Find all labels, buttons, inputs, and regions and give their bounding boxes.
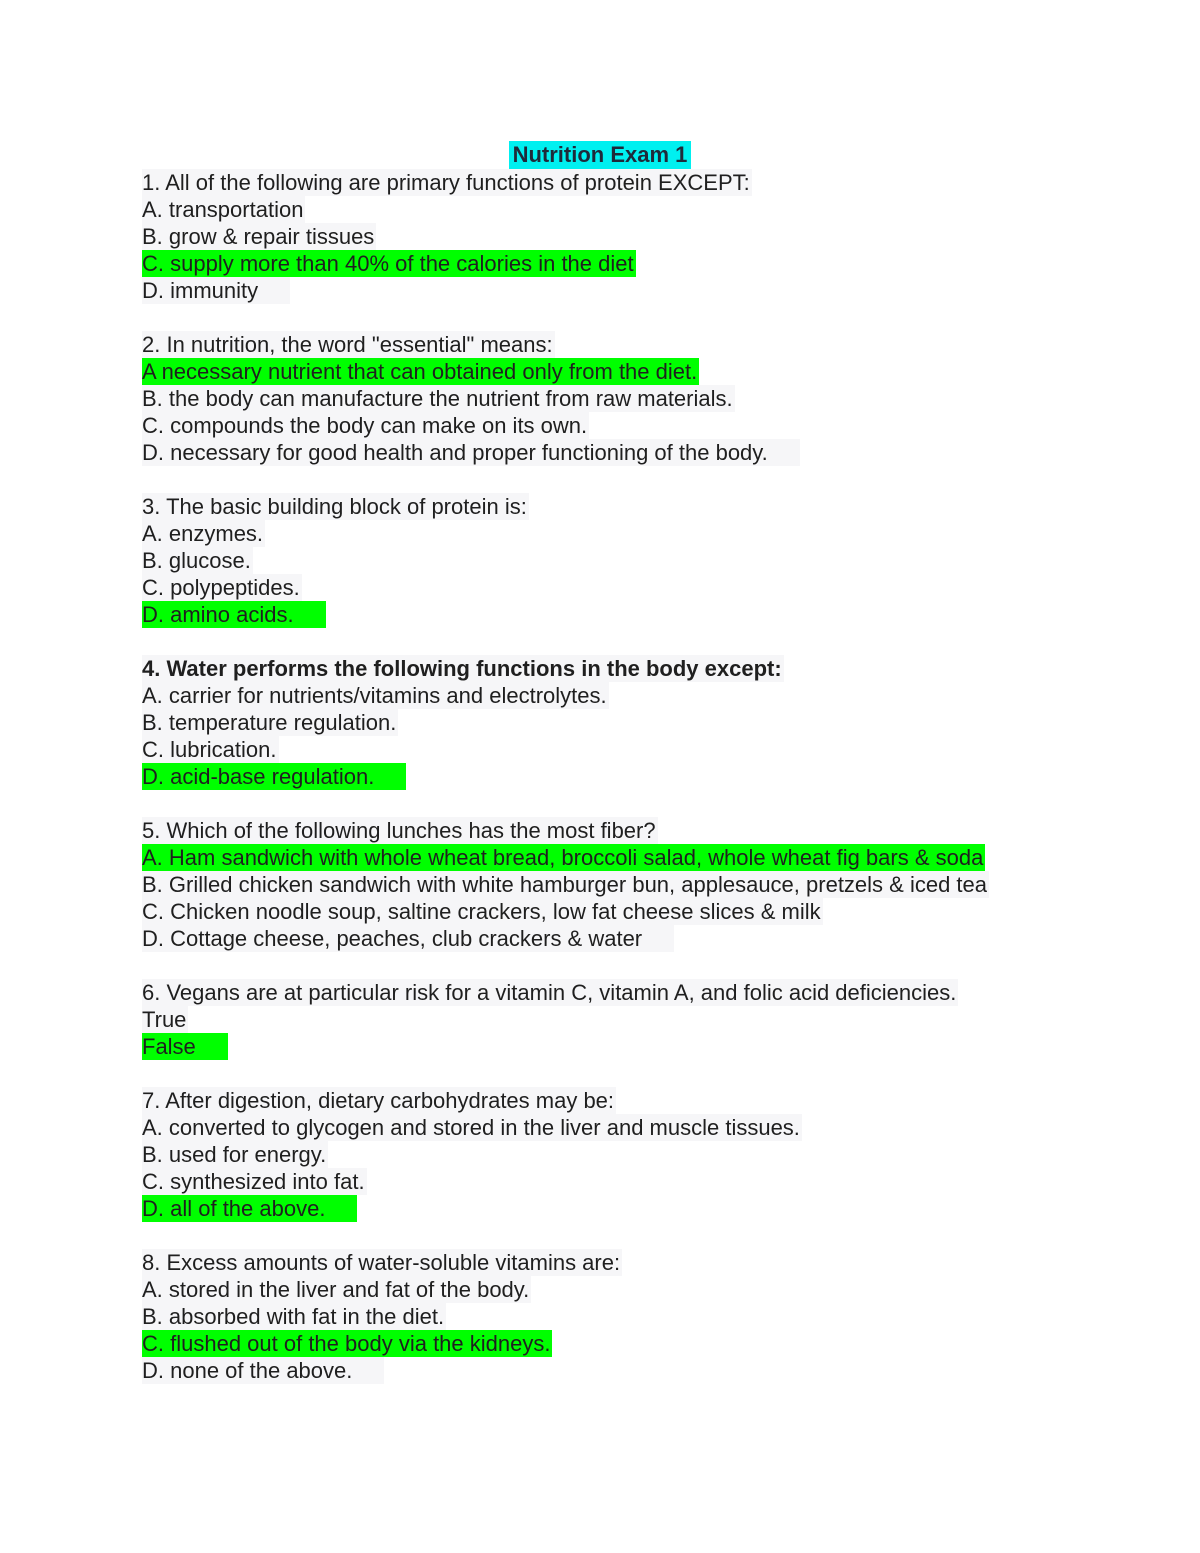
spacer — [142, 952, 1162, 979]
answer-option-correct — [142, 250, 1162, 277]
answer-option — [142, 1168, 1162, 1195]
answer-option — [142, 385, 1162, 412]
answer-option-label: C. compounds the body can make on its own. — [142, 413, 588, 438]
answer-option-correct — [142, 1033, 1162, 1060]
answer-option — [142, 898, 1162, 925]
question-label: 4. Water performs the following functions in the body except: — [142, 656, 782, 681]
question-text — [142, 169, 1162, 196]
answer-option-label: D. none of the above. — [142, 1357, 384, 1384]
answer-option-label: A necessary nutrient that can obtained only from the diet. — [142, 359, 698, 384]
answer-option-label: C. polypeptides. — [142, 575, 300, 600]
answer-option — [142, 1357, 1162, 1384]
answer-option-label: D. immunity — [142, 277, 290, 304]
question-label: 2. In nutrition, the word "essential" means: — [142, 332, 553, 357]
question-block — [142, 169, 1162, 304]
spacer — [142, 628, 1162, 655]
question-label: 6. Vegans are at particular risk for a vitamin C, vitamin A, and folic acid deficiencies. — [142, 980, 957, 1005]
answer-option-label: B. the body can manufacture the nutrient from raw materials. — [142, 386, 733, 411]
question-text — [142, 1249, 1162, 1276]
answer-option-label: True — [142, 1007, 187, 1032]
answer-option — [142, 277, 1162, 304]
answer-option — [142, 736, 1162, 763]
answer-option — [142, 871, 1162, 898]
spacer — [142, 304, 1162, 331]
answer-option-label: C. Chicken noodle soup, saltine crackers, low fat cheese slices & milk — [142, 899, 821, 924]
question-label: 8. Excess amounts of water-soluble vitamins are: — [142, 1250, 621, 1275]
spacer — [142, 1222, 1162, 1249]
answer-option-label: B. used for energy. — [142, 1142, 327, 1167]
title-row — [0, 141, 1200, 169]
answer-option — [142, 547, 1162, 574]
spacer — [142, 790, 1162, 817]
answer-option-label: D. Cottage cheese, peaches, club crackers & water — [142, 925, 674, 952]
answer-option — [142, 1141, 1162, 1168]
answer-option-label: B. glucose. — [142, 548, 251, 573]
question-text — [142, 817, 1162, 844]
answer-option-label: A. carrier for nutrients/vitamins and electrolytes. — [142, 683, 607, 708]
answer-option — [142, 1114, 1162, 1141]
answer-option-label: B. Grilled chicken sandwich with white hamburger bun, applesauce, pretzels & iced tea — [142, 872, 988, 897]
answer-option-label: B. grow & repair tissues — [142, 224, 375, 249]
answer-option — [142, 574, 1162, 601]
answer-option-correct — [142, 844, 1162, 871]
answer-option-correct — [142, 763, 1162, 790]
answer-option-label: A. Ham sandwich with whole wheat bread, broccoli salad, whole wheat fig bars & soda — [142, 845, 984, 870]
question-label: 1. All of the following are primary functions of protein EXCEPT: — [142, 170, 750, 195]
question-text — [142, 979, 1162, 1006]
question-label: 7. After digestion, dietary carbohydrates may be: — [142, 1088, 615, 1113]
question-block — [142, 979, 1162, 1060]
answer-option-label: False — [142, 1033, 228, 1060]
answer-option-label: C. synthesized into fat. — [142, 1169, 365, 1194]
question-block — [142, 817, 1162, 952]
question-text — [142, 493, 1162, 520]
answer-option-correct — [142, 358, 1162, 385]
answer-option — [142, 223, 1162, 250]
answer-option — [142, 709, 1162, 736]
answer-option-correct — [142, 601, 1162, 628]
answer-option — [142, 925, 1162, 952]
question-block — [142, 655, 1162, 790]
answer-option-label: A. converted to glycogen and stored in the liver and muscle tissues. — [142, 1115, 800, 1140]
answer-option-label: A. enzymes. — [142, 521, 264, 546]
answer-option-correct — [142, 1195, 1162, 1222]
answer-option-label: D. amino acids. — [142, 601, 326, 628]
question-text — [142, 655, 1162, 682]
page-title: Nutrition Exam 1 — [509, 141, 692, 169]
answer-option-label: C. lubrication. — [142, 737, 277, 762]
answer-option-label: A. transportation — [142, 197, 304, 222]
answer-option-label: D. all of the above. — [142, 1195, 357, 1222]
answer-option — [142, 196, 1162, 223]
question-text — [142, 1087, 1162, 1114]
answer-option — [142, 520, 1162, 547]
answer-option — [142, 1006, 1162, 1033]
answer-option — [142, 412, 1162, 439]
question-block — [142, 1087, 1162, 1222]
question-block — [142, 493, 1162, 628]
answer-option-correct — [142, 1330, 1162, 1357]
spacer — [142, 466, 1162, 493]
answer-option-label: B. absorbed with fat in the diet. — [142, 1304, 445, 1329]
questions-list — [142, 169, 1162, 1384]
answer-option — [142, 682, 1162, 709]
answer-option-label: D. necessary for good health and proper functioning of the body. — [142, 439, 800, 466]
answer-option-label: A. stored in the liver and fat of the body. — [142, 1277, 530, 1302]
answer-option-label: D. acid-base regulation. — [142, 763, 406, 790]
question-block — [142, 331, 1162, 466]
spacer — [142, 1060, 1162, 1087]
question-block — [142, 1249, 1162, 1384]
question-label: 3. The basic building block of protein is: — [142, 494, 527, 519]
question-text — [142, 331, 1162, 358]
answer-option — [142, 1276, 1162, 1303]
answer-option-label: C. flushed out of the body via the kidneys. — [142, 1331, 551, 1356]
answer-option-label: B. temperature regulation. — [142, 710, 397, 735]
answer-option — [142, 1303, 1162, 1330]
answer-option-label: C. supply more than 40% of the calories in the diet — [142, 251, 634, 276]
answer-option — [142, 439, 1162, 466]
question-label: 5. Which of the following lunches has the most fiber? — [142, 818, 656, 843]
